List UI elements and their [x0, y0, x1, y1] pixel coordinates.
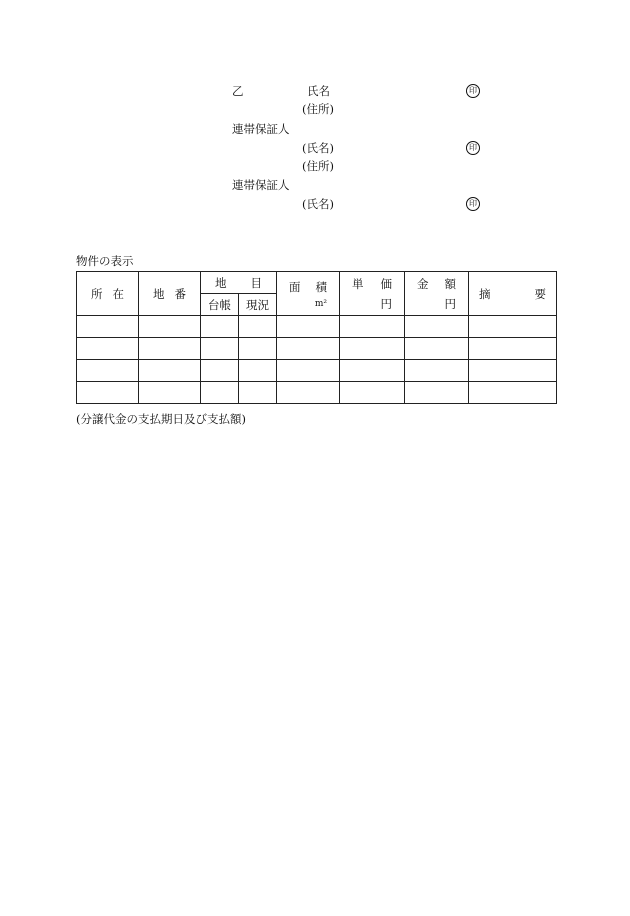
seal-mark-icon: 印 — [466, 197, 480, 211]
table-cell[interactable] — [469, 338, 557, 360]
guarantor-2-name-label: (氏名) — [302, 197, 334, 211]
header-unit-price: 単 価 円 — [340, 272, 405, 316]
party-otsu-name-label: 氏名 — [307, 84, 330, 98]
table-row — [77, 338, 557, 360]
table-cell[interactable] — [340, 360, 405, 382]
table-cell[interactable] — [77, 360, 139, 382]
table-cell[interactable] — [139, 382, 201, 404]
header-land-category: 地 目 — [201, 272, 277, 294]
table-cell[interactable] — [77, 382, 139, 404]
property-table — [76, 271, 557, 404]
seal-mark-icon: 印 — [466, 84, 480, 98]
table-cell[interactable] — [277, 338, 340, 360]
table-cell[interactable] — [469, 382, 557, 404]
table-cell[interactable] — [77, 316, 139, 338]
table-cell[interactable] — [277, 316, 340, 338]
property-section-title: 物件の表示 — [76, 254, 134, 268]
table-row — [77, 316, 557, 338]
header-area: 面 積 m² — [277, 272, 340, 316]
table-cell[interactable] — [405, 316, 469, 338]
table-cell[interactable] — [340, 382, 405, 404]
table-cell[interactable] — [239, 360, 277, 382]
table-cell[interactable] — [201, 360, 239, 382]
table-cell[interactable] — [340, 338, 405, 360]
table-cell[interactable] — [405, 360, 469, 382]
table-cell[interactable] — [469, 360, 557, 382]
party-otsu-label: 乙 — [232, 84, 244, 98]
table-cell[interactable] — [77, 338, 139, 360]
table-cell[interactable] — [405, 382, 469, 404]
guarantor-1-name-label: (氏名) — [302, 141, 334, 155]
table-cell[interactable] — [139, 360, 201, 382]
header-remarks: 摘 要 — [469, 272, 557, 316]
table-cell[interactable] — [239, 316, 277, 338]
header-registry: 台帳 — [201, 294, 239, 316]
guarantor-1-address-label: (住所) — [302, 159, 334, 173]
table-cell[interactable] — [201, 338, 239, 360]
party-otsu-address-label: (住所) — [302, 102, 334, 116]
table-cell[interactable] — [277, 382, 340, 404]
header-location: 所 在 — [77, 272, 139, 316]
seal-mark-icon: 印 — [466, 141, 480, 155]
payment-note: (分譲代金の支払期日及び支払額) — [76, 412, 246, 426]
header-amount: 金 額 円 — [405, 272, 469, 316]
table-cell[interactable] — [239, 338, 277, 360]
table-cell[interactable] — [201, 382, 239, 404]
table-row — [77, 382, 557, 404]
table-row — [77, 360, 557, 382]
header-lot-number: 地 番 — [139, 272, 201, 316]
table-cell[interactable] — [469, 316, 557, 338]
table-cell[interactable] — [139, 316, 201, 338]
guarantor-2-label: 連帯保証人 — [232, 178, 290, 192]
guarantor-1-label: 連帯保証人 — [232, 122, 290, 136]
table-cell[interactable] — [139, 338, 201, 360]
table-cell[interactable] — [201, 316, 239, 338]
table-cell[interactable] — [239, 382, 277, 404]
header-actual: 現況 — [239, 294, 277, 316]
table-cell[interactable] — [405, 338, 469, 360]
table-cell[interactable] — [277, 360, 340, 382]
table-cell[interactable] — [340, 316, 405, 338]
